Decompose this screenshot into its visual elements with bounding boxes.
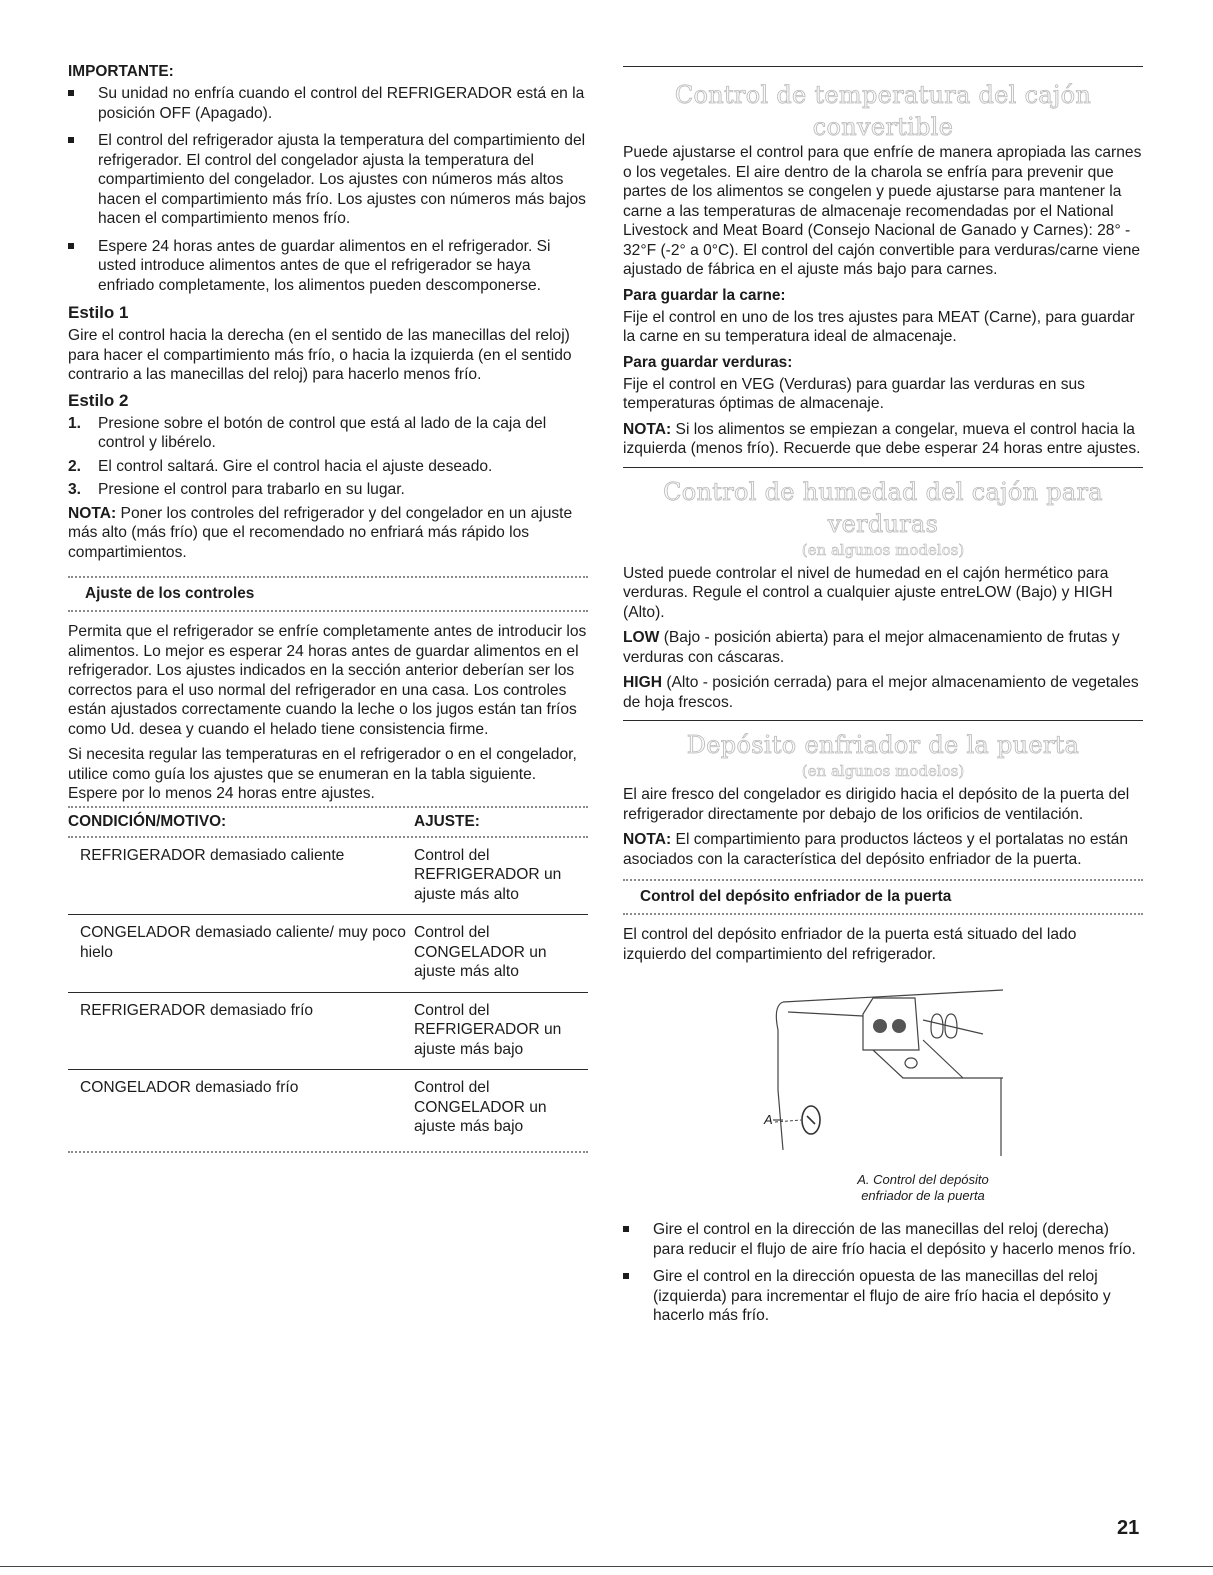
list-item-text: El control del refrigerador ajusta la temperatura del compartimiento del refrigerador. El control del congelador ajusta la temperatura del compartimiento del congelador. Los ajustes con números más altos hacen el compartimiento más frío. Los ajustes con números más bajos hacen el compartimiento menos frío.: [98, 132, 586, 227]
note-label: NOTA:: [623, 831, 672, 848]
bullet-square-icon: [68, 90, 74, 96]
section-rule: [623, 720, 1143, 721]
estilo2-heading: Estilo 2: [68, 390, 129, 410]
list-item-text: Gire el control en la dirección de las manecillas del reloj (derecha) para reducir el flujo de aire frío hacia el depósito y hacerlo menos frío.: [653, 1221, 1136, 1258]
table-header-condition: CONDICIÓN/MOTIVO:: [68, 812, 227, 830]
low-text: (Bajo - posición abierta) para el mejor almacenamiento de frutas y verduras con cáscaras.: [623, 629, 1120, 666]
step-number: 3.: [68, 481, 82, 498]
table-cell-adjustment: Control del REFRIGERADOR un ajuste más bajo: [414, 992, 588, 1070]
bullet-square-icon: [623, 1226, 629, 1232]
step-item: [68, 457, 588, 477]
high-label: HIGH: [623, 674, 662, 691]
note-text: El compartimiento para productos lácteos y el portalatas no están asociados con la característica del depósito enfriador de la puerta.: [623, 831, 1129, 868]
dotted-divider: [68, 610, 588, 612]
table-row: [68, 992, 588, 1070]
table-cell-condition: CONGELADOR demasiado caliente/ muy poco hielo: [68, 915, 414, 993]
dotted-divider: [68, 806, 588, 808]
step-text: Presione el control para trabarlo en su lugar.: [98, 481, 405, 498]
door-bin-control-illustration: [623, 970, 1143, 1170]
dotted-divider: [68, 1151, 588, 1153]
dotted-divider: [623, 879, 1143, 881]
note-label: NOTA:: [623, 420, 672, 438]
step-text: Presione sobre el botón de control que está al lado de la caja del control y libérelo.: [98, 414, 547, 451]
low-label: LOW: [623, 629, 660, 646]
ajuste-paragraph-1: Permita que el refrigerador se enfríe completamente antes de introducir los alimentos. Lo mejor es esperar 24 horas antes de guardar alimentos en el refrigerador. Los ajustes indicados en la sección anterior deberían ser los correctos para el uso normal del refrigerador en una casa. Los controles están ajustados correctamente cuando la leche o los jugos están tan fríos como Ud. desea y cuando el helado tiene consistencia firme.: [68, 623, 587, 738]
table-row: [68, 915, 588, 993]
verduras-heading: Para guardar verduras:: [623, 353, 793, 371]
dial-icon: [873, 1019, 887, 1033]
cajon-note: [623, 420, 1143, 459]
humedad-low: [623, 628, 1143, 667]
right-column: [623, 66, 1143, 1334]
ajuste-heading: Ajuste de los controles: [85, 585, 255, 602]
step-text: El control saltará. Gire el control hacia el ajuste deseado.: [98, 457, 493, 475]
step-item: [68, 414, 588, 453]
page-number: 21: [1117, 1517, 1140, 1539]
section-rule: [623, 467, 1143, 468]
estilo1-heading: Estilo 1: [68, 303, 129, 322]
carne-heading: Para guardar la carne:: [623, 286, 786, 304]
control-deposito-heading: Control del depósito enfriador de la puerta: [640, 888, 952, 905]
bullet-square-icon: [68, 243, 74, 249]
list-item-text: Su unidad no enfría cuando el control del REFRIGERADOR está en la posición OFF (Apagado).: [98, 85, 585, 122]
control-deposito-paragraph: El control del depósito enfriador de la puerta está situado del lado izquierdo del compartimiento del refrigerador.: [623, 926, 1077, 963]
estilo2-note: [68, 504, 588, 563]
humedad-paragraph: Usted puede controlar el nivel de humedad en el cajón hermético para verduras. Regule el control a cualquier ajuste entreLOW (Bajo) y HIGH (Alto).: [623, 564, 1113, 621]
control-deposito-list: [623, 1220, 1143, 1326]
page-bottom-rule: [0, 1566, 1213, 1567]
bullet-square-icon: [68, 137, 74, 143]
table-row: [68, 838, 588, 915]
estilo1-text: Gire el control hacia la derecha (en el sentido de las manecillas del reloj) para hacer el compartimiento más frío, o hacia la izquierda (en el sentido contrario a las manecillas del reloj) para hacerlo menos frío.: [68, 327, 572, 383]
high-text: (Alto - posición cerrada) para el mejor almacenamiento de vegetales de hoja frescos.: [623, 674, 1139, 711]
cajon-heading: Control de temperatura del cajón convertible: [674, 81, 1092, 141]
list-item-text: Gire el control en la dirección opuesta de las manecillas del reloj (izquierda) para incrementar el flujo de aire frío hacia el depósito y hacerlo más frío.: [653, 1268, 1111, 1324]
importante-list: [68, 84, 588, 295]
table-cell-adjustment: Control del REFRIGERADOR un ajuste más alto: [414, 846, 562, 903]
humedad-subheading: (en algunos modelos): [801, 540, 965, 559]
deposito-subheading: (en algunos modelos): [801, 762, 965, 780]
dotted-divider: [623, 913, 1143, 915]
deposito-heading: Depósito enfriador de la puerta: [686, 731, 1080, 759]
door-bin-figure: [623, 970, 1143, 1170]
door-bin-control-knob-icon: [802, 1106, 820, 1134]
section-rule: [623, 66, 1143, 67]
dotted-divider: [68, 576, 588, 578]
dial-icon: [892, 1019, 906, 1033]
importante-heading: IMPORTANTE:: [68, 63, 174, 80]
humedad-heading: Control de humedad del cajón para verduras: [663, 477, 1103, 538]
carne-text: Fije el control en uno de los tres ajustes para MEAT (Carne), para guardar la carne en su temperatura ideal de almacenaje.: [623, 308, 1135, 345]
cajon-paragraph: Puede ajustarse el control para que enfríe de manera apropiada las carnes o los vegetales. El aire dentro de la charola se enfría para prevenir que partes de los alimentos se congelen y puede ajustarse para mantener la carne a las temperaturas de almacenaje recomendadas por el National Livestock and Meat Board (Consejo Nacional de Ganado y Carnes): 28° - 32°F (-2° a 0°C). El control del cajón convertible para verduras/carne viene ajustado de fábrica en el ajuste más bajo para carnes.: [623, 144, 1142, 278]
list-item: [68, 237, 588, 296]
caption-line: A. Control del depósito: [857, 1172, 989, 1187]
note-text: Poner los controles del refrigerador y del congelador en un ajuste más alto (más frío) que el recomendado no enfriará más rápido los compartimientos.: [68, 504, 573, 561]
list-item: [623, 1220, 1143, 1259]
note-text: Si los alimentos se empiezan a congelar, mueva el control hacia la izquierda (menos frío). Recuerde que debe esperar 24 horas entre ajustes.: [623, 420, 1141, 457]
left-column: [68, 62, 588, 1159]
list-item-text: Espere 24 horas antes de guardar alimentos en el refrigerador. Si usted introduce alimentos antes de que el refrigerador se haya enfriado completamente, los alimentos pueden descomponerse.: [98, 237, 551, 294]
table-row: [68, 1070, 588, 1147]
bullet-square-icon: [623, 1273, 629, 1279]
table-cell-adjustment: Control del CONGELADOR un ajuste más alto: [414, 915, 588, 993]
adjustment-table: [68, 812, 588, 1147]
estilo2-steps: [68, 414, 588, 500]
table-cell-adjustment: Control del CONGELADOR un ajuste más bajo: [414, 1070, 588, 1147]
figure-caption: [703, 1172, 1143, 1204]
list-item: [68, 84, 588, 123]
note-label: NOTA:: [68, 504, 117, 522]
table-header-adjustment: AJUSTE:: [414, 812, 480, 830]
step-number: 2.: [68, 457, 82, 475]
caption-line: enfriador de la puerta: [861, 1188, 985, 1203]
list-item: [623, 1267, 1143, 1326]
verduras-text: Fije el control en VEG (Verduras) para guardar las verduras en sus temperaturas óptimas de almacenaje.: [623, 375, 1085, 412]
ajuste-paragraph-2: Si necesita regular las temperaturas en el refrigerador o en el congelador, utilice como guía los ajustes que se enumeran en la tabla siguiente. Espere por lo menos 24 horas entre ajustes.: [68, 746, 577, 802]
figure-label-a: A: [764, 1112, 773, 1127]
table-cell-condition: REFRIGERADOR demasiado frío: [68, 992, 414, 1070]
step-number: 1.: [68, 414, 82, 432]
deposito-paragraph: El aire fresco del congelador es dirigido hacia el depósito de la puerta del refrigerador directamente por debajo de los orificios de ventilación.: [623, 786, 1130, 823]
step-item: [68, 480, 588, 500]
deposito-note: [623, 830, 1143, 869]
table-cell-condition: REFRIGERADOR demasiado caliente: [80, 846, 345, 864]
humedad-high: [623, 673, 1143, 712]
list-item: [68, 131, 588, 229]
table-cell-condition: CONGELADOR demasiado frío: [68, 1070, 414, 1147]
